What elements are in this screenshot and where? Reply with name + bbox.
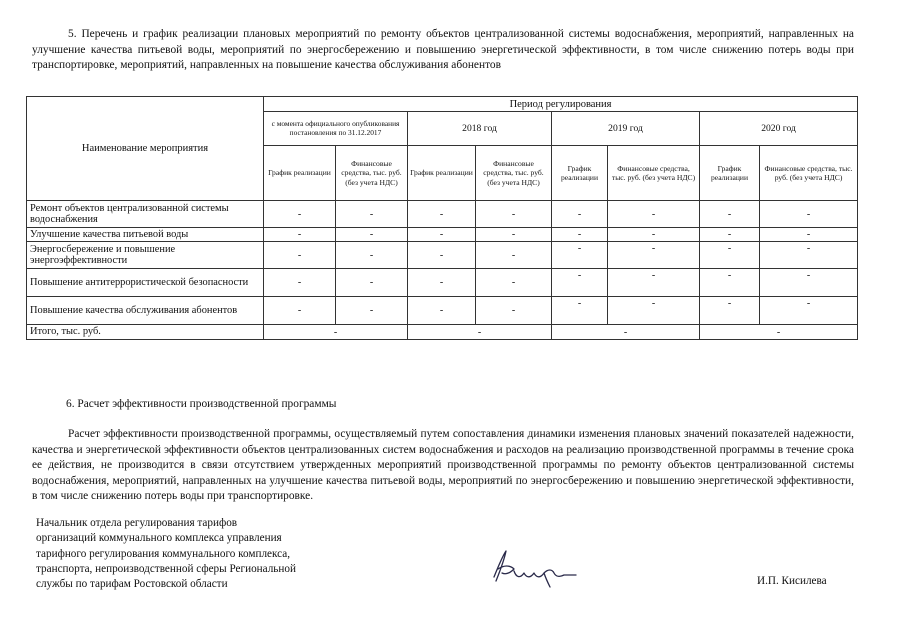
table-cell: -	[476, 297, 552, 325]
activities-table	[26, 96, 858, 340]
table-cell: -	[608, 228, 700, 242]
section-6-heading: 6. Расчет эффективности производственной программы	[66, 398, 337, 410]
table-cell: -	[700, 228, 760, 242]
position-line: организаций коммунального комплекса управления	[36, 532, 282, 545]
table-cell: -	[700, 242, 760, 269]
table-cell: -	[608, 269, 700, 297]
table-row	[27, 269, 858, 297]
table-cell: -	[408, 228, 476, 242]
table-cell: -	[264, 228, 336, 242]
table-cell: -	[608, 201, 700, 228]
row-name: Улучшение качества питьевой воды	[27, 228, 264, 242]
sub-header-finance: Финансовые средства, тыс. руб. (без учета НДС)	[476, 146, 552, 201]
period-col-2018: 2018 год	[408, 112, 552, 146]
table-cell: -	[608, 297, 700, 325]
signer-name: И.П. Кисилева	[757, 575, 827, 587]
position-line: транспорта, непроизводственной сферы Региональной	[36, 562, 296, 575]
period-col-2017: с момента официального опубликования постановления по 31.12.2017	[264, 112, 408, 146]
handwritten-signature	[484, 543, 584, 591]
row-name: Энергосбережение и повышение энергоэффективности	[27, 242, 264, 269]
table-row	[27, 242, 858, 269]
table-cell: -	[760, 297, 858, 325]
table-cell: -	[264, 242, 336, 269]
table-cell: -	[476, 201, 552, 228]
table-cell: -	[552, 201, 608, 228]
table-cell: -	[408, 297, 476, 325]
total-cell: -	[408, 325, 552, 340]
table-cell: -	[608, 242, 700, 269]
table-cell: -	[336, 269, 408, 297]
table-row	[27, 201, 858, 228]
table-cell: -	[700, 269, 760, 297]
table-cell: -	[552, 269, 608, 297]
total-row	[27, 325, 858, 340]
period-col-2020: 2020 год	[700, 112, 858, 146]
table-cell: -	[760, 228, 858, 242]
total-cell: -	[264, 325, 408, 340]
sub-header-schedule: График реализации	[264, 146, 336, 201]
table-cell: -	[476, 269, 552, 297]
row-name: Повышение антитеррористической безопасности	[27, 269, 264, 297]
position-line: тарифного регулирования коммунального комплекса,	[36, 547, 291, 560]
sub-header-schedule: График реализации	[700, 146, 760, 201]
table-cell: -	[760, 242, 858, 269]
signatory-position	[36, 516, 296, 592]
table-cell: -	[552, 297, 608, 325]
table-cell: -	[700, 201, 760, 228]
sub-header-finance: Финансовые средства, тыс. руб. (без учета НДС)	[760, 146, 858, 201]
section-5-paragraph: 5. Перечень и график реализации плановых мероприятий по ремонту объектов централизованной системы водоснабжения, мероприятий, направленных на улучшение качества питьевой воды, мероприятий по энергосбережению и повышению энергетической эффективности, в том числе снижению потерь воды при транспортировке, мероприятий, направленных на повышение качества обслуживания абонентов	[32, 28, 854, 72]
total-cell: -	[700, 325, 858, 340]
table-cell: -	[336, 228, 408, 242]
table-cell: -	[336, 297, 408, 325]
section-6-paragraph: Расчет эффективности производственной программы, осуществляемый путем сопоставления динамики изменения плановых значений показателей надежности, качества и энергетической эффективности объектов централизованных систем водоснабжения и расходов на реализацию производственной программы в течение срока ее действия, не производится в связи отсутствием утвержденных мероприятий производственной программы по ремонту объектов централизованной системы водоснабжения, мероприятий, направленных на улучшение качества питьевой воды, мероприятий по энергосбережению и повышению энергетической эффективности, в том числе снижению потерь воды при транспортировке.	[32, 428, 854, 502]
name-column-header: Наименование мероприятия	[27, 97, 264, 201]
table-cell: -	[700, 297, 760, 325]
table-cell: -	[476, 242, 552, 269]
position-line: Начальник отдела регулирования тарифов	[36, 517, 238, 529]
table-cell: -	[408, 242, 476, 269]
table-cell: -	[336, 242, 408, 269]
row-name: Повышение качества обслуживания абонентов	[27, 297, 264, 325]
total-cell: -	[552, 325, 700, 340]
sub-header-schedule: График реализации	[552, 146, 608, 201]
position-line: службы по тарифам Ростовской области	[36, 578, 228, 591]
table-row	[27, 297, 858, 325]
table-cell: -	[552, 228, 608, 242]
sub-header-finance: Финансовые средства, тыс. руб. (без учета НДС)	[608, 146, 700, 201]
table-cell: -	[336, 201, 408, 228]
table-cell: -	[408, 269, 476, 297]
period-header: Период регулирования	[264, 97, 858, 112]
total-label: Итого, тыс. руб.	[27, 325, 264, 340]
row-name: Ремонт объектов централизованной системы водоснабжения	[27, 201, 264, 228]
table-cell: -	[408, 201, 476, 228]
table-cell: -	[760, 201, 858, 228]
table-cell: -	[264, 297, 336, 325]
table-cell: -	[476, 228, 552, 242]
table-row	[27, 228, 858, 242]
table-cell: -	[552, 242, 608, 269]
sub-header-schedule: График реализации	[408, 146, 476, 201]
sub-header-finance: Финансовые средства, тыс. руб. (без учета НДС)	[336, 146, 408, 201]
table-cell: -	[264, 201, 336, 228]
period-col-2019: 2019 год	[552, 112, 700, 146]
table-cell: -	[760, 269, 858, 297]
table-cell: -	[264, 269, 336, 297]
